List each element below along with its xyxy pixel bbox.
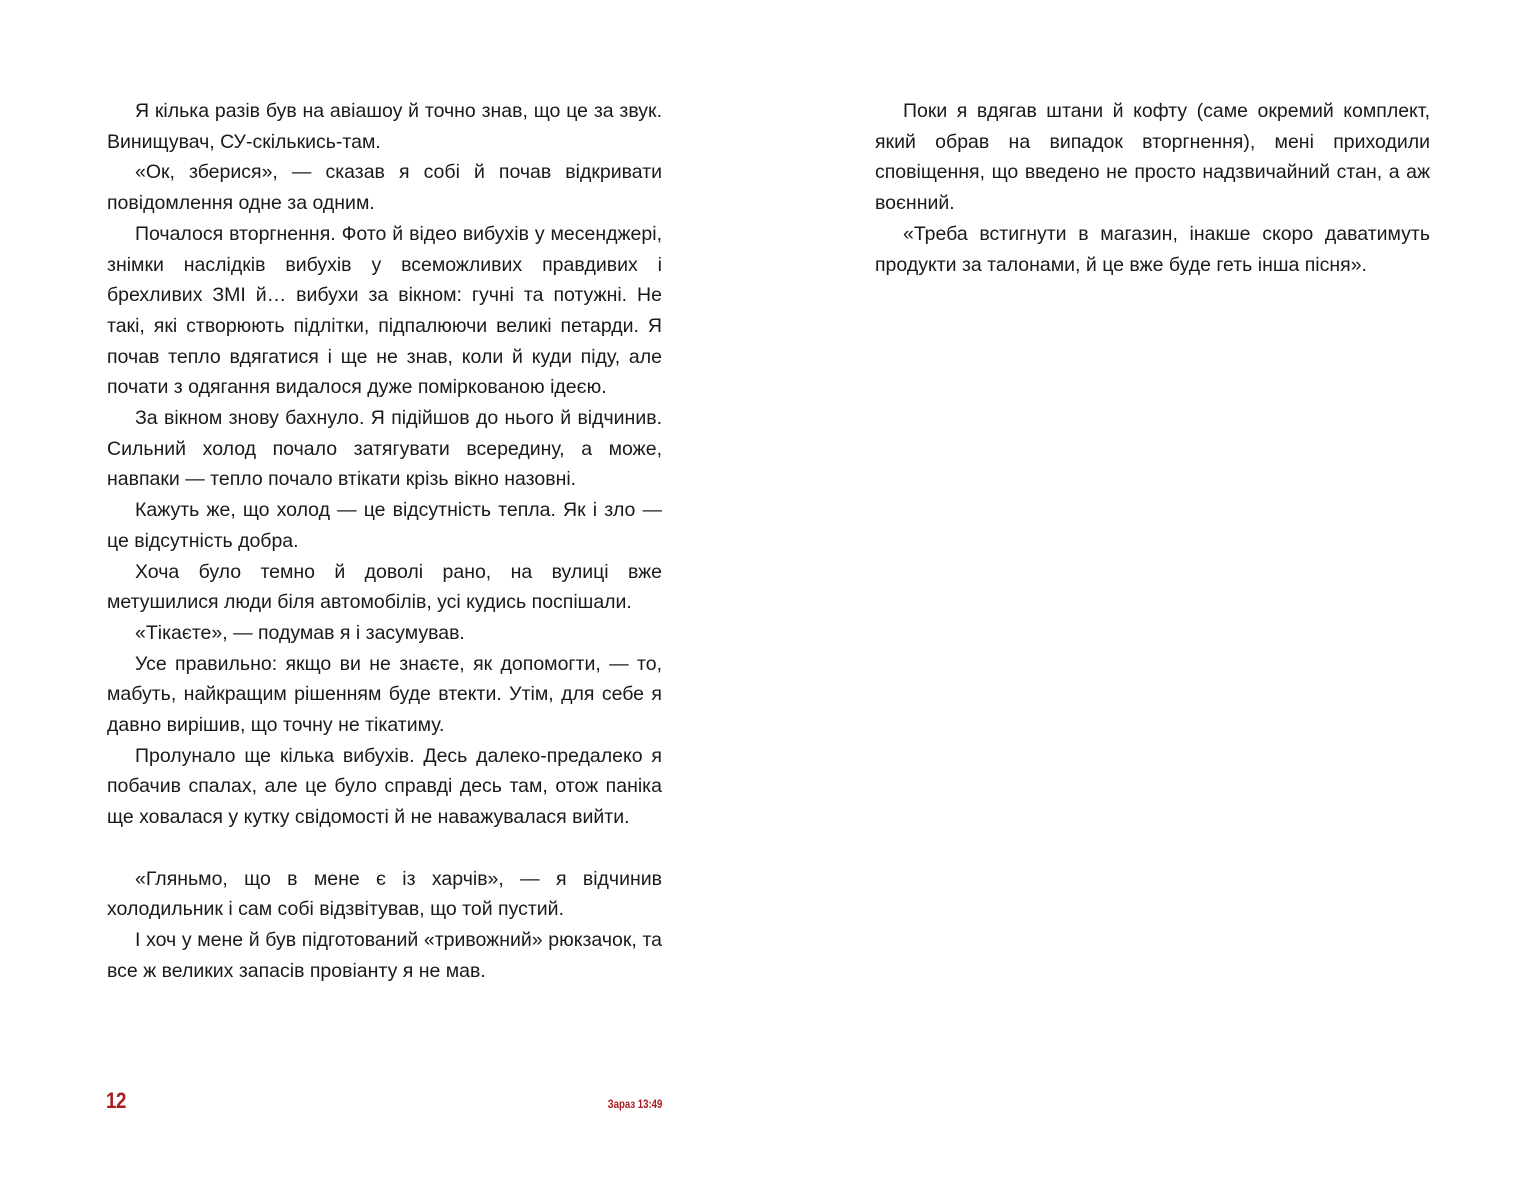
paragraph: Хоча було темно й доволі рано, на вулиці вже метушилися люди біля автомобілів, усі кудись поспішали. [107, 560, 662, 614]
paragraph: «Ок, зберися», — сказав я собі й почав відкривати повідомлення одне за одним. [107, 161, 662, 215]
paragraph: «Гляньмо, що в мене є із харчів», — я відчинив холодильник і сам собі відзвітував, що той пустий. [107, 867, 662, 921]
paragraph: Поки я вдягав штани й кофту (саме окремий комплект, який обрав на випадок вторгнення), мені приходили сповіщення, що введено не просто надзвичайний стан, а аж воєнний. [875, 100, 1430, 215]
right-page [768, 0, 1536, 1182]
paragraph: Пролунало ще кілька вибухів. Десь далеко-предалеко я побачив спалах, але це було справді десь там, отож паніка ще ховалася у кутку свідомості й не наважувалася вийти. [107, 744, 662, 829]
paragraph: За вікном знову бахнуло. Я підійшов до нього й відчинив. Сильний холод почало затягувати всередину, а може, навпаки — тепло почало втікати крізь вікно назовні. [107, 407, 662, 491]
page-number: 12 [106, 1088, 126, 1113]
section-break [107, 833, 662, 864]
right-page-text [875, 96, 1430, 280]
paragraph: Я кілька разів був на авіашоу й точно знав, що це за звук. Винищувач, СУ-скількись-там. [107, 100, 662, 153]
paragraph: І хоч у мене й був підготований «тривожний» рюкзачок, та все ж великих запасів провіанту я не мав. [107, 928, 662, 982]
paragraph: Усе правильно: якщо ви не знаєте, як допомогти, — то, мабуть, найкращим рішенням буде втекти. Утім, для себе я давно вирішив, що точну не тікатиму. [107, 652, 662, 737]
paragraph: Почалося вторгнення. Фото й відео вибухів у месенджері, знімки наслідків вибухів у всеможливих правдивих і брехливих ЗМІ й… вибухи за вікном: гучні та потужні. Не такі, які створюють підлітки, підпалюючи великі петарди. Я почав тепло вдягатися і ще не знав, коли й куди піду, але почати з одягання видалося дуже поміркованою ідеєю. [107, 222, 662, 399]
running-footer: Зараз 13:49 [607, 1097, 662, 1111]
left-page-text [107, 96, 662, 986]
paragraph: «Тікаєте», — подумав я і засумував. [135, 621, 465, 644]
paragraph: «Треба встигнути в магазин, інакше скоро даватимуть продукти за талонами, й це вже буде геть інша пісня». [875, 222, 1430, 276]
paragraph: Кажуть же, що холод — це відсутність тепла. Як і зло — це відсутність добра. [107, 499, 662, 552]
